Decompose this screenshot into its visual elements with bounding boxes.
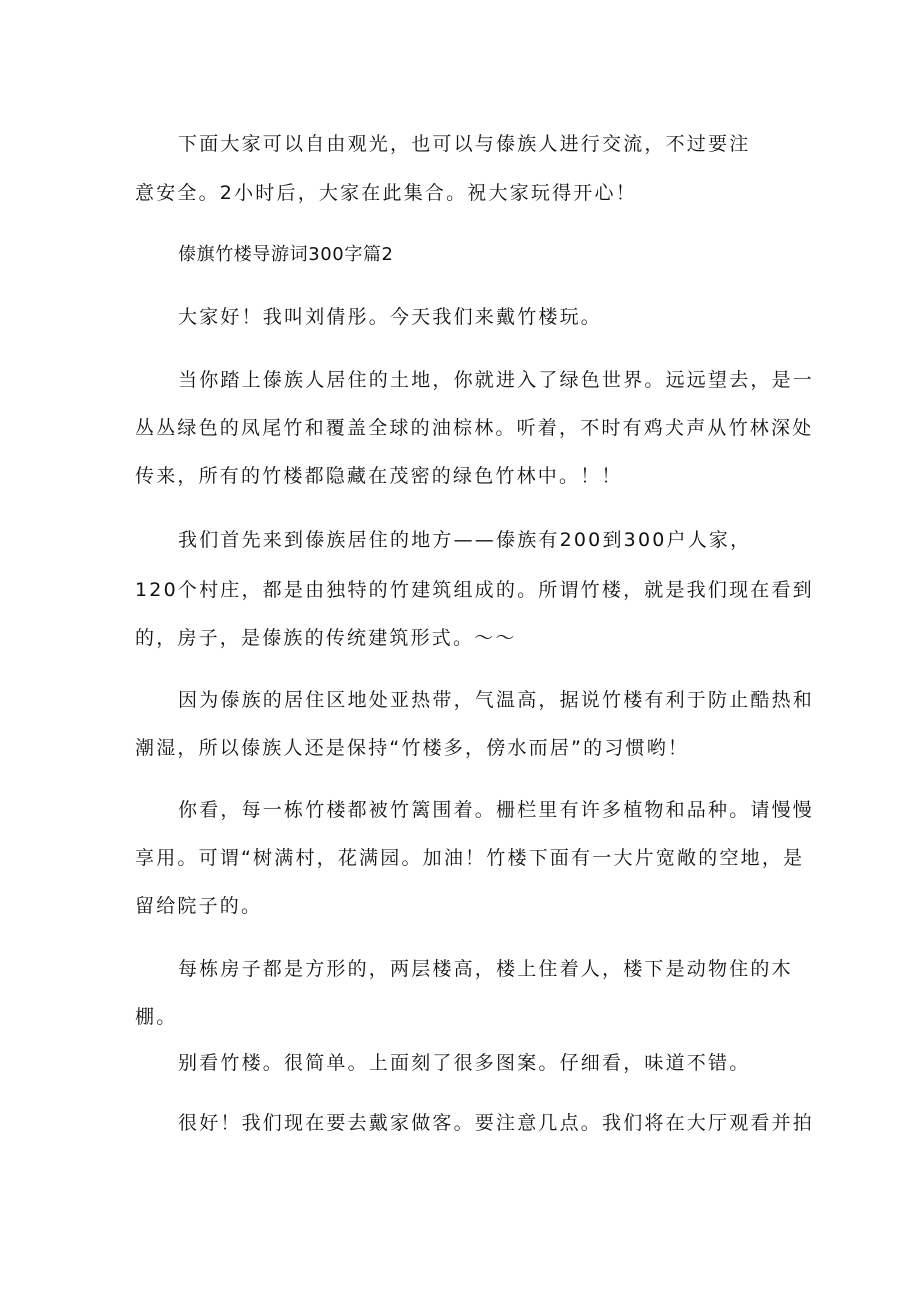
section-heading: 傣旗竹楼导游词300字篇2 (178, 244, 394, 265)
text-line: 因为傣族的居住区地处亚热带，气温高，据说竹楼有利于防止酷热和 (178, 689, 815, 711)
text-line: 下面大家可以自由观光，也可以与傣族人进行交流，不过要注 (178, 133, 751, 155)
text-line: 的，房子，是傣族的传统建筑形式。～～ (135, 627, 517, 649)
text-line: 大家好！我叫刘倩彤。今天我们来戴竹楼玩。 (178, 306, 603, 328)
text-line: 别看竹楼。很简单。上面刻了很多图案。仔细看，味道不错。 (178, 1052, 751, 1074)
text-line: 我们首先来到傣族居住的地方——傣族有200到300户人家， (178, 529, 752, 551)
text-line: 传来，所有的竹楼都隐藏在茂密的绿色竹林中。！！ (135, 465, 623, 487)
text-line: 你看，每一栋竹楼都被竹篱围着。栅栏里有许多植物和品种。请慢慢 (178, 799, 815, 821)
text-line: 丛丛绿色的凤尾竹和覆盖全球的油棕林。听着，不时有鸡犬声从竹林深处 (135, 417, 814, 439)
text-line: 享用。可谓“树满村，花满园。加油！竹楼下面有一大片宽敞的空地，是 (135, 847, 805, 869)
text-line: 留给院子的。 (135, 895, 263, 917)
text-line: 意安全。2小时后，大家在此集合。祝大家玩得开心！ (135, 182, 637, 204)
text-line: 当你踏上傣族人居住的土地，你就进入了绿色世界。远远望去，是一 (178, 369, 815, 391)
text-line: 潮湿，所以傣族人还是保持“竹楼多，傍水而居”的习惯哟！ (135, 737, 690, 759)
text-line: 很好！我们现在要去戴家做客。要注意几点。我们将在大厅观看并拍 (178, 1112, 815, 1134)
text-line: 每栋房子都是方形的，两层楼高，楼上住着人，楼下是动物住的木 (178, 958, 793, 980)
text-line: 120个村庄，都是由独特的竹建筑组成的。所谓竹楼，就是我们现在看到 (135, 579, 814, 601)
text-line: 棚。 (135, 1006, 178, 1028)
